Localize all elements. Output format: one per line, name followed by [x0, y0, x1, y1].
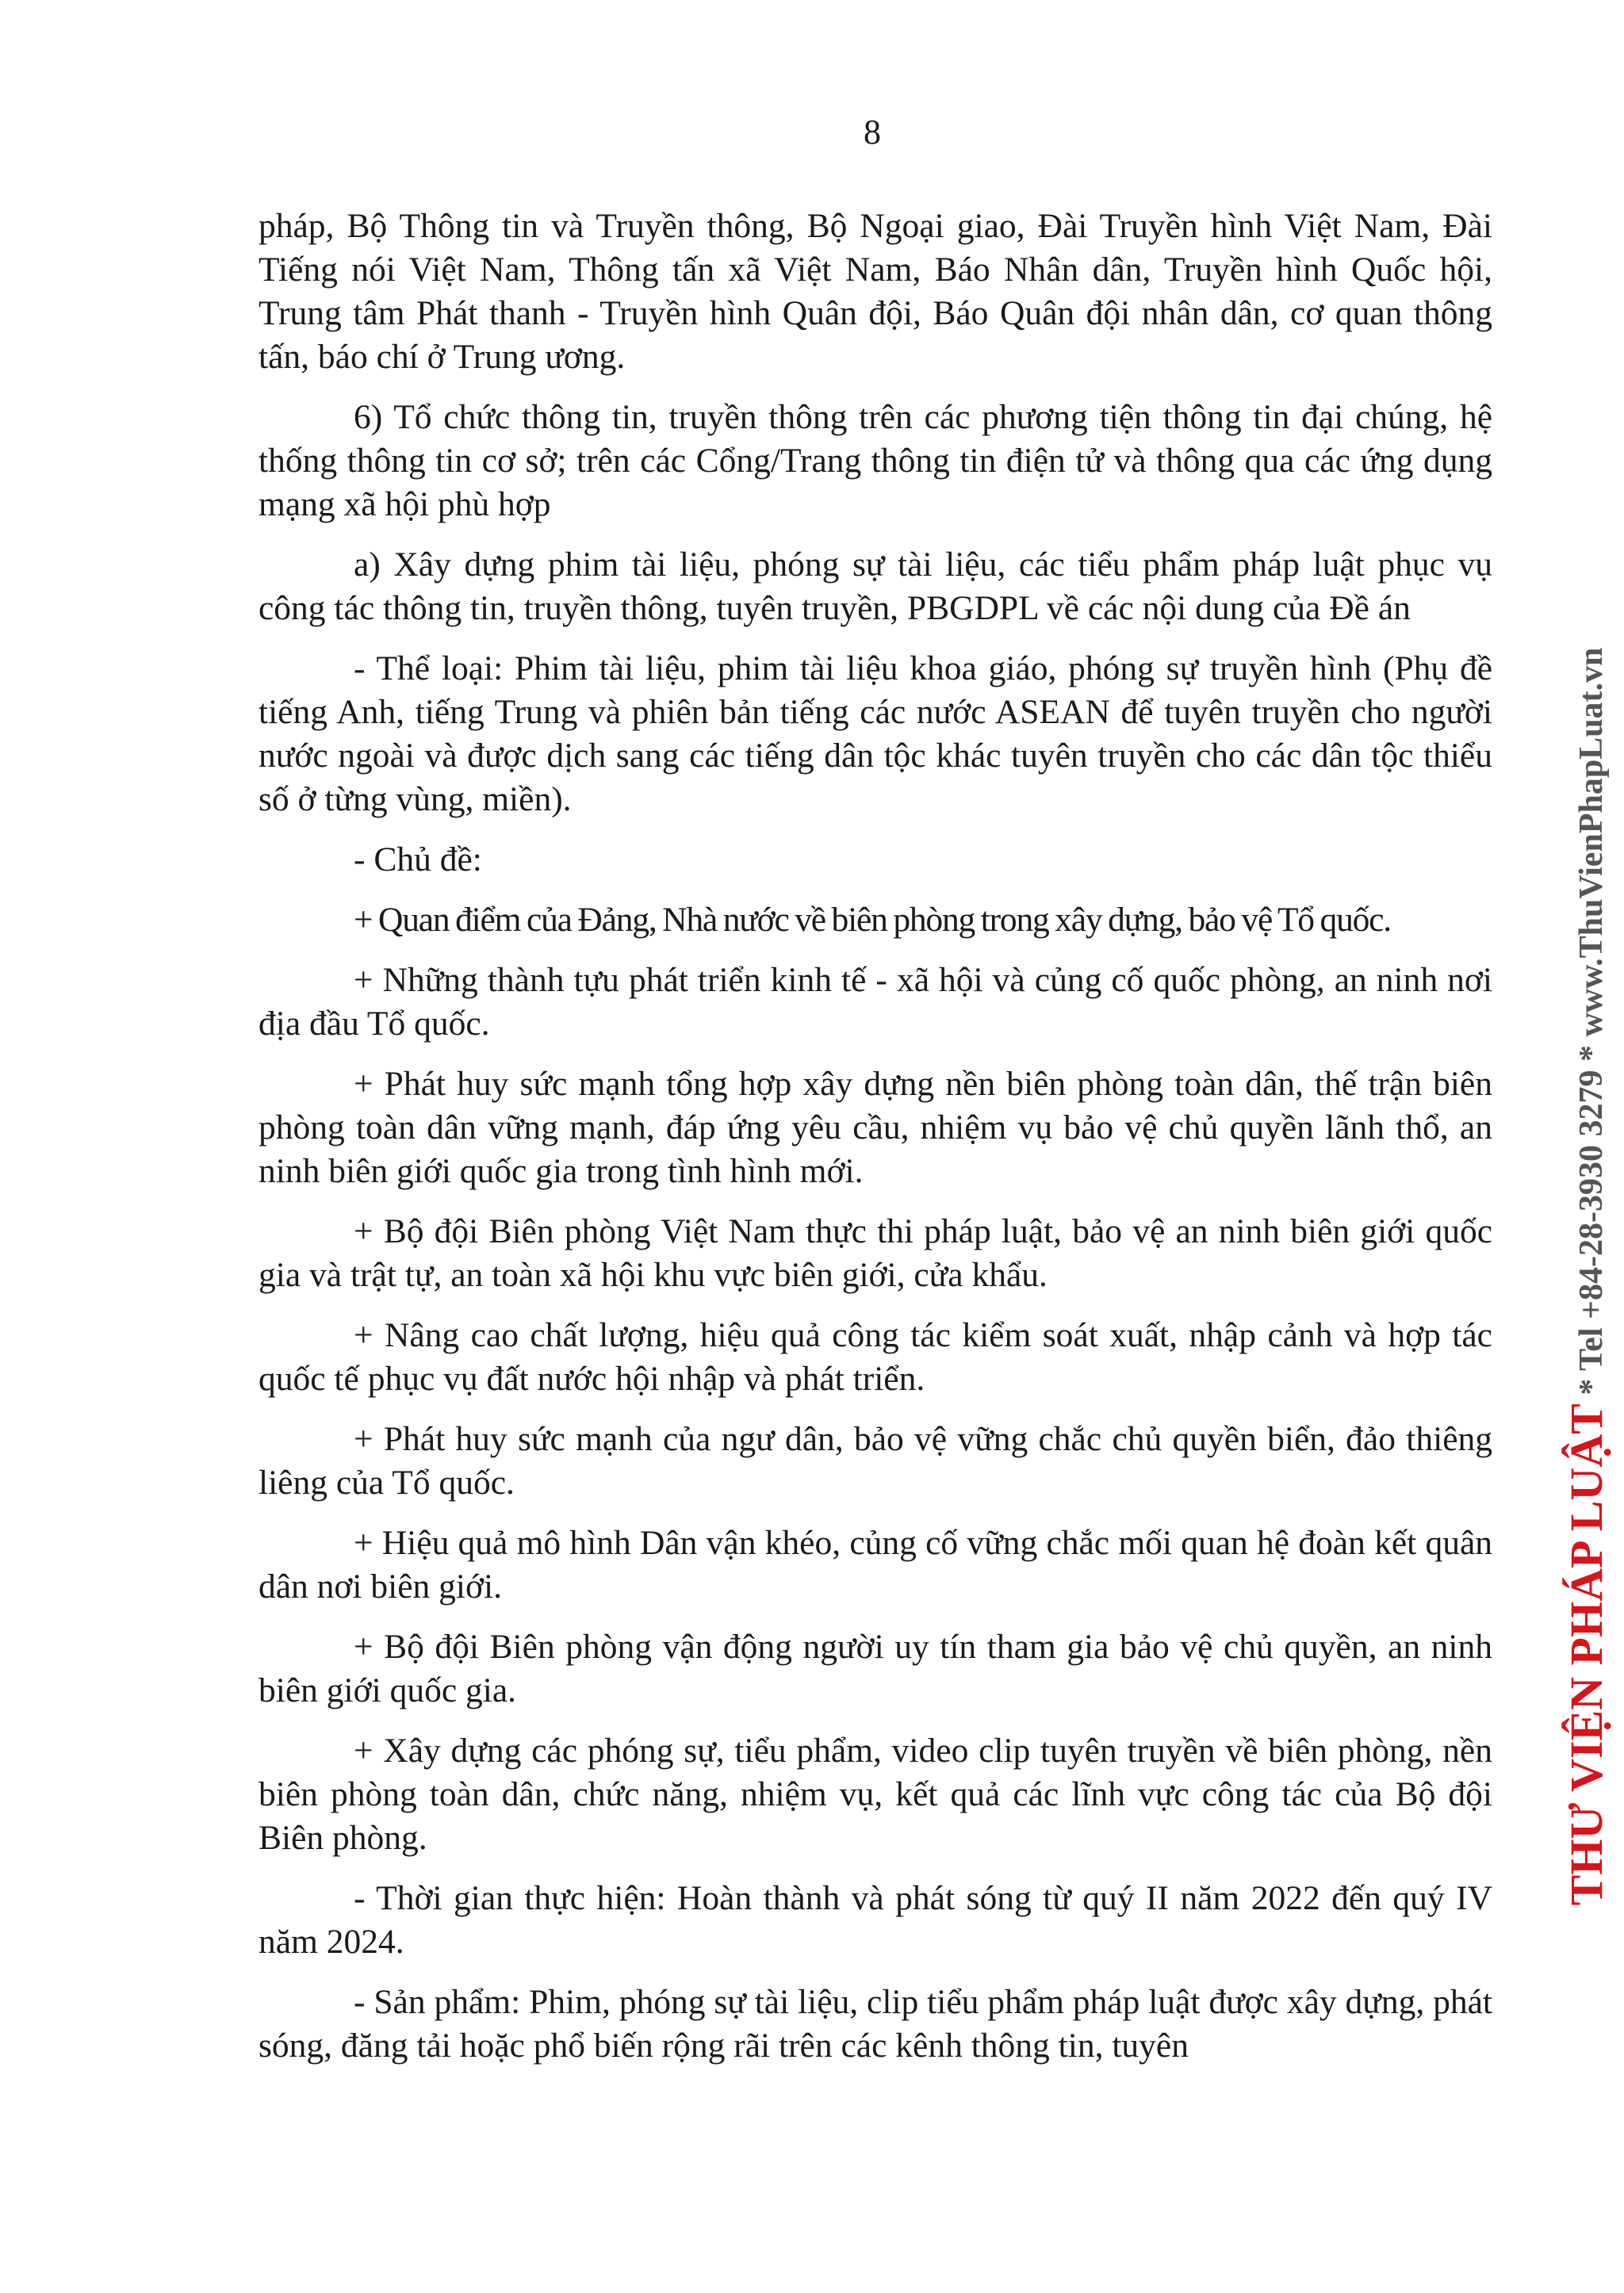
- topic-item: + Những thành tựu phát triển kinh tế - xã hội và củng cố quốc phòng, an ninh nơi địa đầu Tổ quốc.: [259, 961, 1492, 1043]
- watermark: [1561, 647, 1612, 1906]
- topic-item: + Quan điểm của Đảng, Nhà nước về biên phòng trong xây dựng, bảo vệ Tổ quốc.: [354, 901, 1391, 939]
- topic-item: + Bộ đội Biên phòng vận động người uy tín tham gia bảo vệ chủ quyền, an ninh biên giới quốc gia.: [259, 1628, 1492, 1709]
- paragraph-section-6: 6) Tổ chức thông tin, truyền thông trên các phương tiện thông tin đại chúng, hệ thống thông tin cơ sở; trên các Cổng/Trang thông tin điện tử và thông qua các ứng dụng mạng xã hội phù hợp: [259, 398, 1492, 523]
- paragraph-products: - Sản phẩm: Phim, phóng sự tài liệu, clip tiểu phẩm pháp luật được xây dựng, phát sóng, đăng tải hoặc phổ biến rộng rãi trên các kênh thông tin, tuyên: [259, 1983, 1492, 2065]
- paragraph-topics-heading: - Chủ đề:: [354, 840, 482, 879]
- page-number: 8: [864, 113, 881, 151]
- topic-item: + Xây dựng các phóng sự, tiểu phẩm, video clip tuyên truyền về biên phòng, nền biên phòng toàn dân, chức năng, nhiệm vụ, kết quả các lĩnh vực công tác của Bộ đội Biên phòng.: [259, 1732, 1492, 1857]
- paragraph-genre: - Thể loại: Phim tài liệu, phim tài liệu khoa giáo, phóng sự truyền hình (Phụ đề tiếng Anh, tiếng Trung và phiên bản tiếng các nước ASEAN để tuyên truyền cho người nước ngoài và được dịch sang các tiếng dân tộc khác tuyên truyền cho các dân tộc thiểu số ở từng vùng, miền).: [259, 649, 1492, 818]
- topic-item: + Bộ đội Biên phòng Việt Nam thực thi pháp luật, bảo vệ an ninh biên giới quốc gia và trật tự, an toàn xã hội khu vực biên giới, cửa khẩu.: [259, 1212, 1492, 1294]
- paragraph-timeline: - Thời gian thực hiện: Hoàn thành và phát sóng từ quý II năm 2022 đến quý IV năm 2024.: [259, 1879, 1492, 1961]
- topic-item: + Phát huy sức mạnh của ngư dân, bảo vệ vững chắc chủ quyền biển, đảo thiêng liêng của Tổ quốc.: [259, 1420, 1492, 1502]
- paragraph-item-a: a) Xây dựng phim tài liệu, phóng sự tài liệu, các tiểu phẩm pháp luật phục vụ công tác thông tin, truyền thông, tuyên truyền, PBGDPL về các nội dung của Đề án: [259, 545, 1492, 627]
- watermark-contact: * Tel +84-28-3930 3279 * www.ThuVienPhapLuat.vn: [1573, 647, 1610, 1395]
- watermark-brand: THƯ VIỆN PHÁP LUẬT: [1561, 1403, 1612, 1906]
- topic-item: + Nâng cao chất lượng, hiệu quả công tác kiểm soát xuất, nhập cảnh và hợp tác quốc tế phục vụ đất nước hội nhập và phát triển.: [259, 1316, 1492, 1398]
- paragraph-agency-list: pháp, Bộ Thông tin và Truyền thông, Bộ Ngoại giao, Đài Truyền hình Việt Nam, Đài Tiếng nói Việt Nam, Thông tấn xã Việt Nam, Báo Nhân dân, Truyền hình Quốc hội, Trung tâm Phát thanh - Truyền hình Quân đội, Báo Quân đội nhân dân, cơ quan thông tấn, báo chí ở Trung ương.: [259, 207, 1492, 376]
- topic-item: + Phát huy sức mạnh tổng hợp xây dựng nền biên phòng toàn dân, thế trận biên phòng toàn dân vững mạnh, đáp ứng yêu cầu, nhiệm vụ bảo vệ chủ quyền lãnh thổ, an ninh biên giới quốc gia trong tình hình mới.: [259, 1065, 1492, 1190]
- document-body: [259, 205, 1492, 2084]
- topic-item: + Hiệu quả mô hình Dân vận khéo, củng cố vững chắc mối quan hệ đoàn kết quân dân nơi biên giới.: [259, 1524, 1492, 1606]
